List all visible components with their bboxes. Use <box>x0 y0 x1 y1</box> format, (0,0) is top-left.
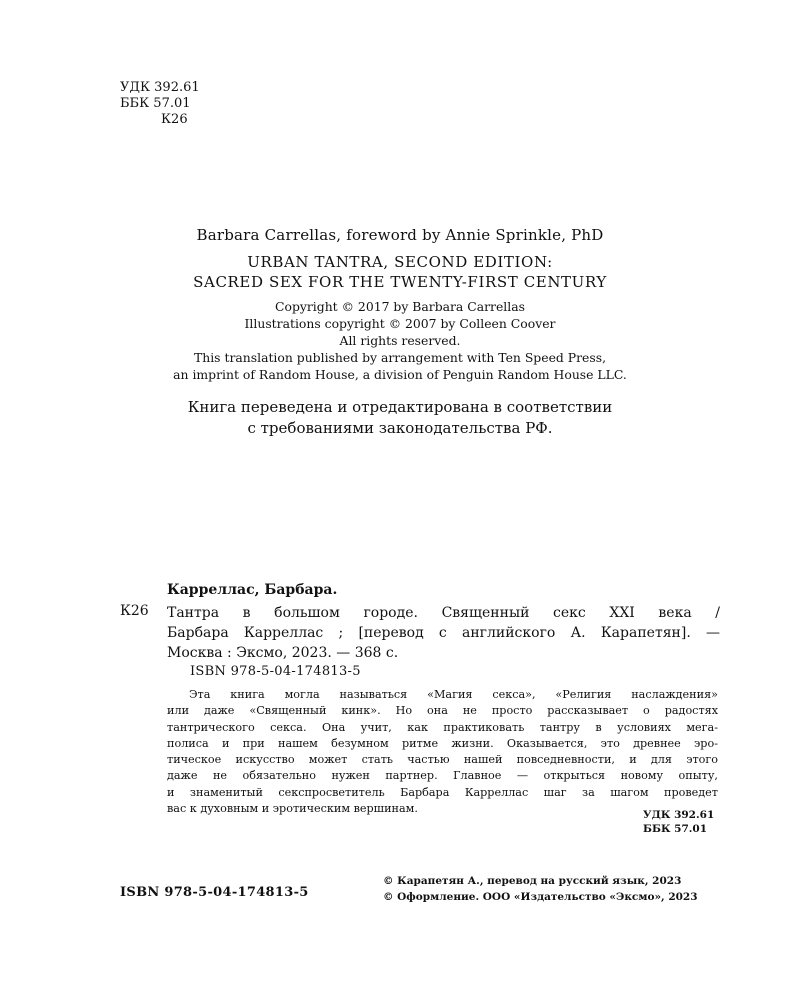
card-author-sign: К26 <box>120 603 149 619</box>
annotation-line: полиса и при нашем безумном ритме жизни. Оказывается, это древнее эро- <box>167 736 718 750</box>
copyright-ru-line: © Оформление. ООО «Издательство «Эксмо», 2023 <box>383 891 698 903</box>
card-description-line: Москва : Эксмо, 2023. — 368 с. <box>167 645 399 661</box>
copyright-line: Copyright © 2017 by Barbara Carrellas <box>275 299 525 314</box>
annotation <box>167 687 718 817</box>
card-classification <box>643 808 714 836</box>
copyright-line: This translation published by arrangement with Ten Speed Press, <box>193 350 607 365</box>
notice-line: с требованиями законодательства РФ. <box>247 419 553 437</box>
author-sign: К26 <box>161 112 188 127</box>
russian-copyrights <box>383 873 698 905</box>
original-title <box>0 252 800 292</box>
copyright-line: Illustrations copyright © 2007 by Colleen Coover <box>244 316 556 331</box>
card-isbn: ISBN 978-5-04-174813-5 <box>190 664 361 679</box>
copyright-block <box>0 298 800 383</box>
card-description-line: Барбара Карреллас ; [перевод с английского А. Карапетян]. — <box>167 625 720 641</box>
original-author-line: Barbara Carrellas, foreword by Annie Sprinkle, PhD <box>196 226 604 244</box>
annotation-line: вас к духовным и эротическим вершинам. <box>167 802 418 816</box>
main-isbn: ISBN 978-5-04-174813-5 <box>120 885 309 900</box>
copyright-line: All rights reserved. <box>339 333 461 348</box>
udc-code: УДК 392.61 <box>120 80 200 95</box>
annotation-line: тантрического секса. Она учит, как практиковать тантру в условиях мега- <box>167 720 718 734</box>
card-description <box>167 603 720 663</box>
original-title-line: SACRED SEX FOR THE TWENTY-FIRST CENTURY <box>193 273 607 291</box>
notice-line: Книга переведена и отредактирована в соответствии <box>187 398 613 416</box>
copyright-line: an imprint of Random House, a division of Penguin Random House LLC. <box>173 367 627 382</box>
card-description-line: Тантра в большом городе. Священный секс XXI века / <box>167 605 720 621</box>
annotation-line: или даже «Священный кинк». Но она не просто рассказывает о радостях <box>167 704 718 718</box>
original-title-line: URBAN TANTRA, SECOND EDITION: <box>247 253 553 271</box>
copyright-ru-line: © Карапетян А., перевод на русский язык, 2023 <box>383 875 682 887</box>
annotation-line: Эта книга могла называться «Магия секса», «Религия наслаждения» <box>189 688 718 701</box>
legal-notice <box>0 397 800 439</box>
annotation-line: тическое искусство может стать частью нашей повседневности, и для этого <box>167 753 718 767</box>
card-udc: УДК 392.61 <box>643 809 715 821</box>
card-author: Карреллас, Барбара. <box>167 582 338 598</box>
classification-block <box>120 80 200 128</box>
card-bbk: ББК 57.01 <box>643 823 708 835</box>
bbk-code: ББК 57.01 <box>120 96 191 111</box>
annotation-line: даже не обязательно нужен партнер. Главное — открыться новому опыту, <box>167 769 718 783</box>
annotation-line: и знаменитый секспросветитель Барбара Карреллас шаг за шагом проведет <box>167 785 718 799</box>
